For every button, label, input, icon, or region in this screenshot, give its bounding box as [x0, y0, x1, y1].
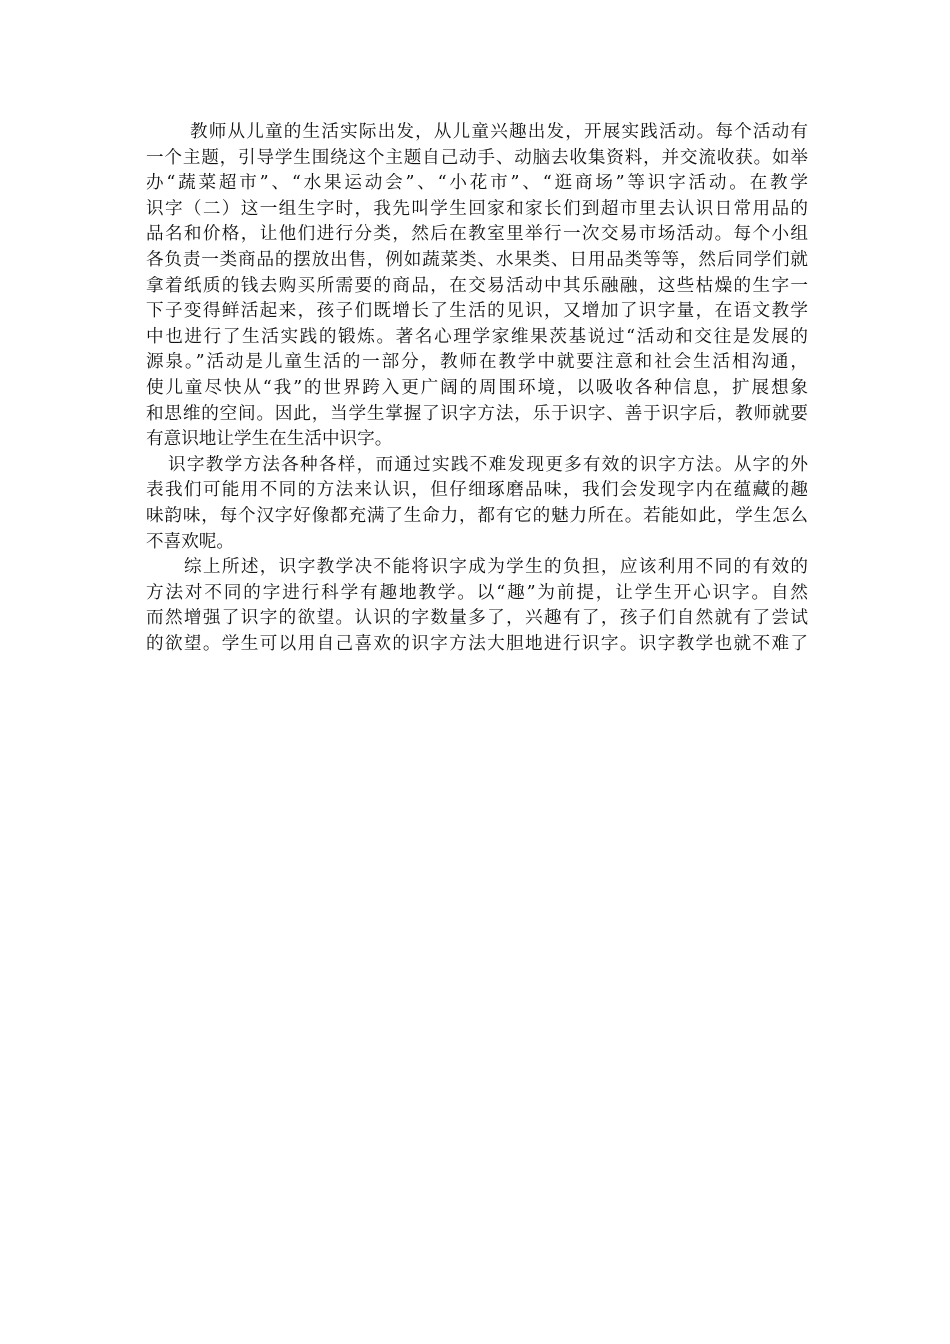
paragraph [146, 453, 808, 555]
paragraph-line: 的欲望。学生可以用自己喜欢的识字方法大胆地进行识字。识字教学也就不难了 [146, 633, 808, 654]
paragraph-line: 使儿童尽快从“我”的世界跨入更广阔的周围环境，以吸收各种信息，扩展想象 [146, 377, 808, 398]
paragraph-line: 办“蔬菜超市”、“水果运动会”、“小花市”、“逛商场”等识字活动。在教学 [146, 173, 808, 194]
paragraph-line: 中也进行了生活实践的锻炼。著名心理学家维果茨基说过“活动和交往是发展的 [146, 326, 808, 347]
paragraph [146, 555, 808, 657]
paragraph-line: 方法对不同的字进行科学有趣地教学。以“趣”为前提，让学生开心识字。自然 [146, 582, 808, 603]
paragraph [146, 120, 808, 453]
paragraph-line: 拿着纸质的钱去购买所需要的商品，在交易活动中其乐融融，这些枯燥的生字一 [146, 275, 808, 296]
paragraph-line: 一个主题，引导学生围绕这个主题自己动手、动脑去收集资料，并交流收获。如举 [146, 147, 808, 168]
paragraph-line: 品名和价格，让他们进行分类，然后在教室里举行一次交易市场活动。每个小组 [146, 224, 808, 245]
paragraph-line: 有意识地让学生在生活中识字。 [146, 429, 393, 450]
paragraph-line: 识字教学方法各种各样，而通过实践不难发现更多有效的识字方法。从字的外 [168, 454, 808, 475]
paragraph-line: 和思维的空间。因此，当学生掌握了识字方法，乐于识字、善于识字后，教师就要 [146, 403, 808, 424]
paragraph-line: 不喜欢呢。 [146, 531, 234, 552]
paragraph-line: 而然增强了识字的欲望。认识的字数量多了，兴趣有了，孩子们自然就有了尝试 [146, 608, 808, 629]
paragraph-line: 下子变得鲜活起来，孩子们既增长了生活的见识，又增加了识字量，在语文教学 [146, 301, 808, 322]
paragraph-line: 识字（二）这一组生字时，我先叫学生回家和家长们到超市里去认识日常用品的 [146, 198, 808, 219]
paragraph-line: 综上所述，识字教学决不能将识字成为学生的负担，应该利用不同的有效的 [184, 557, 808, 578]
paragraph-line: 味韵味，每个汉字好像都充满了生命力，都有它的魅力所在。若能如此，学生怎么 [146, 505, 808, 526]
paragraph-line: 源泉。”活动是儿童生活的一部分，教师在教学中就要注意和社会生活相沟通， [146, 352, 808, 373]
paragraph-line: 教师从儿童的生活实际出发，从儿童兴趣出发，开展实践活动。每个活动有 [190, 122, 808, 142]
document-page [146, 120, 808, 657]
paragraph-line: 表我们可能用不同的方法来认识，但仔细琢磨品味，我们会发现字内在蕴藏的趣 [146, 480, 808, 501]
paragraph-line: 各负责一类商品的摆放出售，例如蔬菜类、水果类、日用品类等等，然后同学们就 [146, 249, 808, 270]
